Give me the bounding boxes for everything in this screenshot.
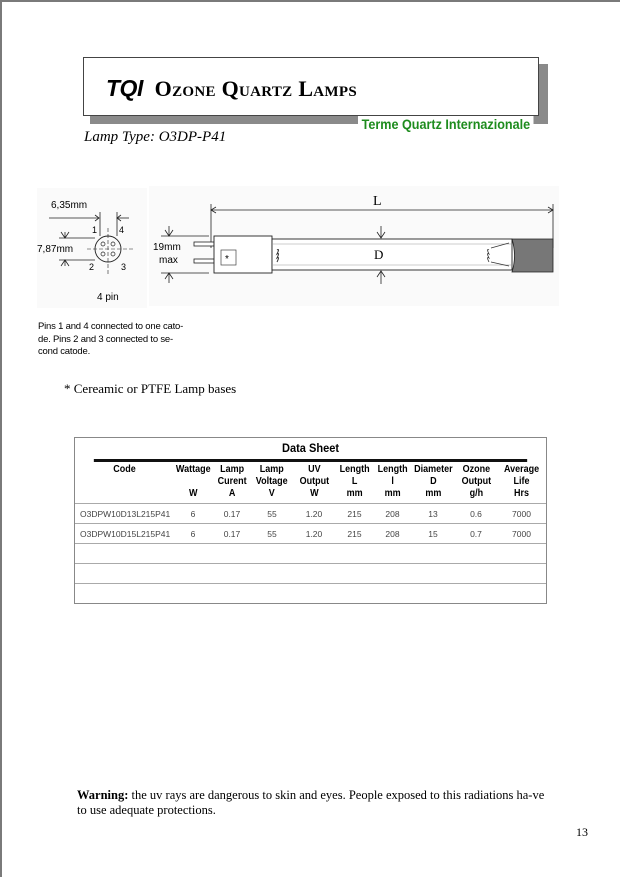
column-header-line: W: [309, 488, 319, 499]
column-header-line: Code: [112, 464, 136, 475]
page-title: [106, 75, 357, 102]
table-cell: 0.7: [455, 524, 497, 544]
column-header: [411, 462, 455, 504]
table-cell: 15: [411, 524, 455, 544]
column-header-line: g/h: [469, 488, 483, 499]
column-header-line: V: [268, 488, 275, 499]
title-word: Ozone: [154, 76, 216, 101]
data-sheet-table: [74, 437, 547, 604]
table-cell: 55: [251, 524, 293, 544]
table-cell: 1.20: [293, 504, 335, 524]
table-row-empty: [75, 564, 546, 584]
table-header-row: [75, 462, 546, 504]
pin-hole: [101, 242, 105, 246]
column-header-line: Wattage: [175, 464, 211, 475]
column-header-line: D: [429, 476, 437, 487]
warning-note: [77, 788, 547, 818]
title-word: Lamps: [298, 76, 357, 101]
column-header-line: [113, 476, 136, 488]
column-header: [213, 462, 251, 504]
table-row-empty: [75, 584, 546, 604]
title-word: Quartz: [221, 76, 293, 101]
column-header-line: Ozone: [462, 464, 490, 475]
pin-count-caption: 4 pin: [97, 292, 119, 303]
column-header-line: Hrs: [513, 488, 529, 499]
column-header-line: Length: [377, 464, 408, 475]
lamp-pin: [194, 259, 214, 263]
diameter-label: D: [374, 247, 384, 262]
column-header: [335, 462, 374, 504]
length-label: L: [373, 194, 382, 209]
column-header-line: Lamp: [259, 464, 284, 475]
pin-diagram: [37, 188, 147, 308]
column-header: [173, 462, 213, 504]
column-header-line: UV: [307, 464, 321, 475]
pin-spacing-label: 6,35mm: [51, 200, 88, 211]
brand-logo: TQI: [106, 75, 143, 101]
table-cell: 208: [374, 504, 411, 524]
table-row: [75, 504, 546, 524]
warning-label: Warning:: [77, 788, 129, 802]
pin-hole: [111, 242, 115, 246]
column-header-line: Voltage: [256, 476, 288, 487]
table-cell: 0.17: [213, 524, 251, 544]
column-header-line: [176, 476, 211, 488]
header-box: [83, 57, 539, 116]
column-header-line: Life: [513, 476, 530, 487]
pin-label: 2: [89, 262, 95, 272]
table-cell-empty: [75, 544, 546, 564]
base-marker: *: [225, 254, 229, 265]
lamp-diagram: [149, 186, 559, 306]
height-label-max: max: [159, 255, 178, 266]
lamp-type: Lamp Type: O3DP-P41: [84, 129, 227, 145]
table-row-empty: [75, 544, 546, 564]
note-line: cond catode.: [38, 346, 91, 357]
column-header-line: mm: [424, 488, 442, 499]
page-number: 13: [576, 825, 588, 839]
pin-label: 4: [119, 225, 125, 235]
table-cell: 215: [335, 524, 374, 544]
column-header-line: mm: [346, 488, 363, 499]
table-cell: 13: [411, 504, 455, 524]
column-header-line: l: [391, 476, 394, 487]
column-header-line: Length: [339, 464, 370, 475]
column-header-line: Output: [461, 476, 491, 487]
cell-code: O3DPW10D13L215P41: [75, 504, 173, 524]
table-cell: 6: [173, 504, 213, 524]
column-header: [374, 462, 411, 504]
column-header: [75, 462, 173, 504]
column-header-line: mm: [384, 488, 401, 499]
column-header-line: Output: [299, 476, 329, 487]
column-header-line: [113, 488, 136, 500]
table-cell: 7000: [497, 524, 546, 544]
note-line: Pins 1 and 4 connected to one cato-: [38, 321, 184, 332]
lamp-bases-note: * Cereamic or PTFE Lamp bases: [64, 381, 237, 396]
table-cell: 208: [374, 524, 411, 544]
column-header-line: Diameter: [413, 464, 453, 475]
table-cell: 7000: [497, 504, 546, 524]
company-tagline: Terme Quartz Internazionale: [358, 116, 534, 132]
lamp-pin: [194, 242, 214, 246]
column-header-line: Lamp: [219, 464, 244, 475]
height-label: 19mm: [153, 242, 181, 253]
table-cell: 0.6: [455, 504, 497, 524]
column-header-line: W: [188, 488, 198, 499]
column-header: [251, 462, 293, 504]
table-cell-empty: [75, 564, 546, 584]
column-header-line: L: [351, 476, 358, 487]
table-cell: 0.17: [213, 504, 251, 524]
table-cell: 55: [251, 504, 293, 524]
column-header: [455, 462, 497, 504]
pin-label: 3: [121, 262, 127, 272]
pin-pitch-label: 7,87mm: [37, 244, 74, 255]
pins-connection-note: [38, 321, 188, 359]
table-body: [75, 504, 546, 604]
column-header: [293, 462, 335, 504]
pin-hole: [111, 252, 115, 256]
column-header: [497, 462, 546, 504]
cell-code: O3DPW10D15L215P41: [75, 524, 173, 544]
table-cell: 1.20: [293, 524, 335, 544]
column-header-line: A: [228, 488, 236, 499]
table-cell-empty: [75, 584, 546, 604]
warning-text: the uv rays are dangerous to skin and eyes. People exposed to this radiations ha-ve to use adequate protections.: [77, 788, 545, 817]
column-header-line: Curent: [217, 476, 247, 487]
table-cell: 215: [335, 504, 374, 524]
data-sheet-title: Data Sheet: [94, 438, 527, 462]
lamp-end-cap: [512, 239, 553, 272]
quartz-tube: [272, 239, 512, 270]
table-cell: 6: [173, 524, 213, 544]
note-line: de. Pins 2 and 3 connected to se-: [38, 333, 173, 345]
table-row: [75, 524, 546, 544]
column-header-line: Average: [503, 464, 540, 475]
pin-hole: [101, 252, 105, 256]
pin-label: 1: [92, 225, 98, 235]
